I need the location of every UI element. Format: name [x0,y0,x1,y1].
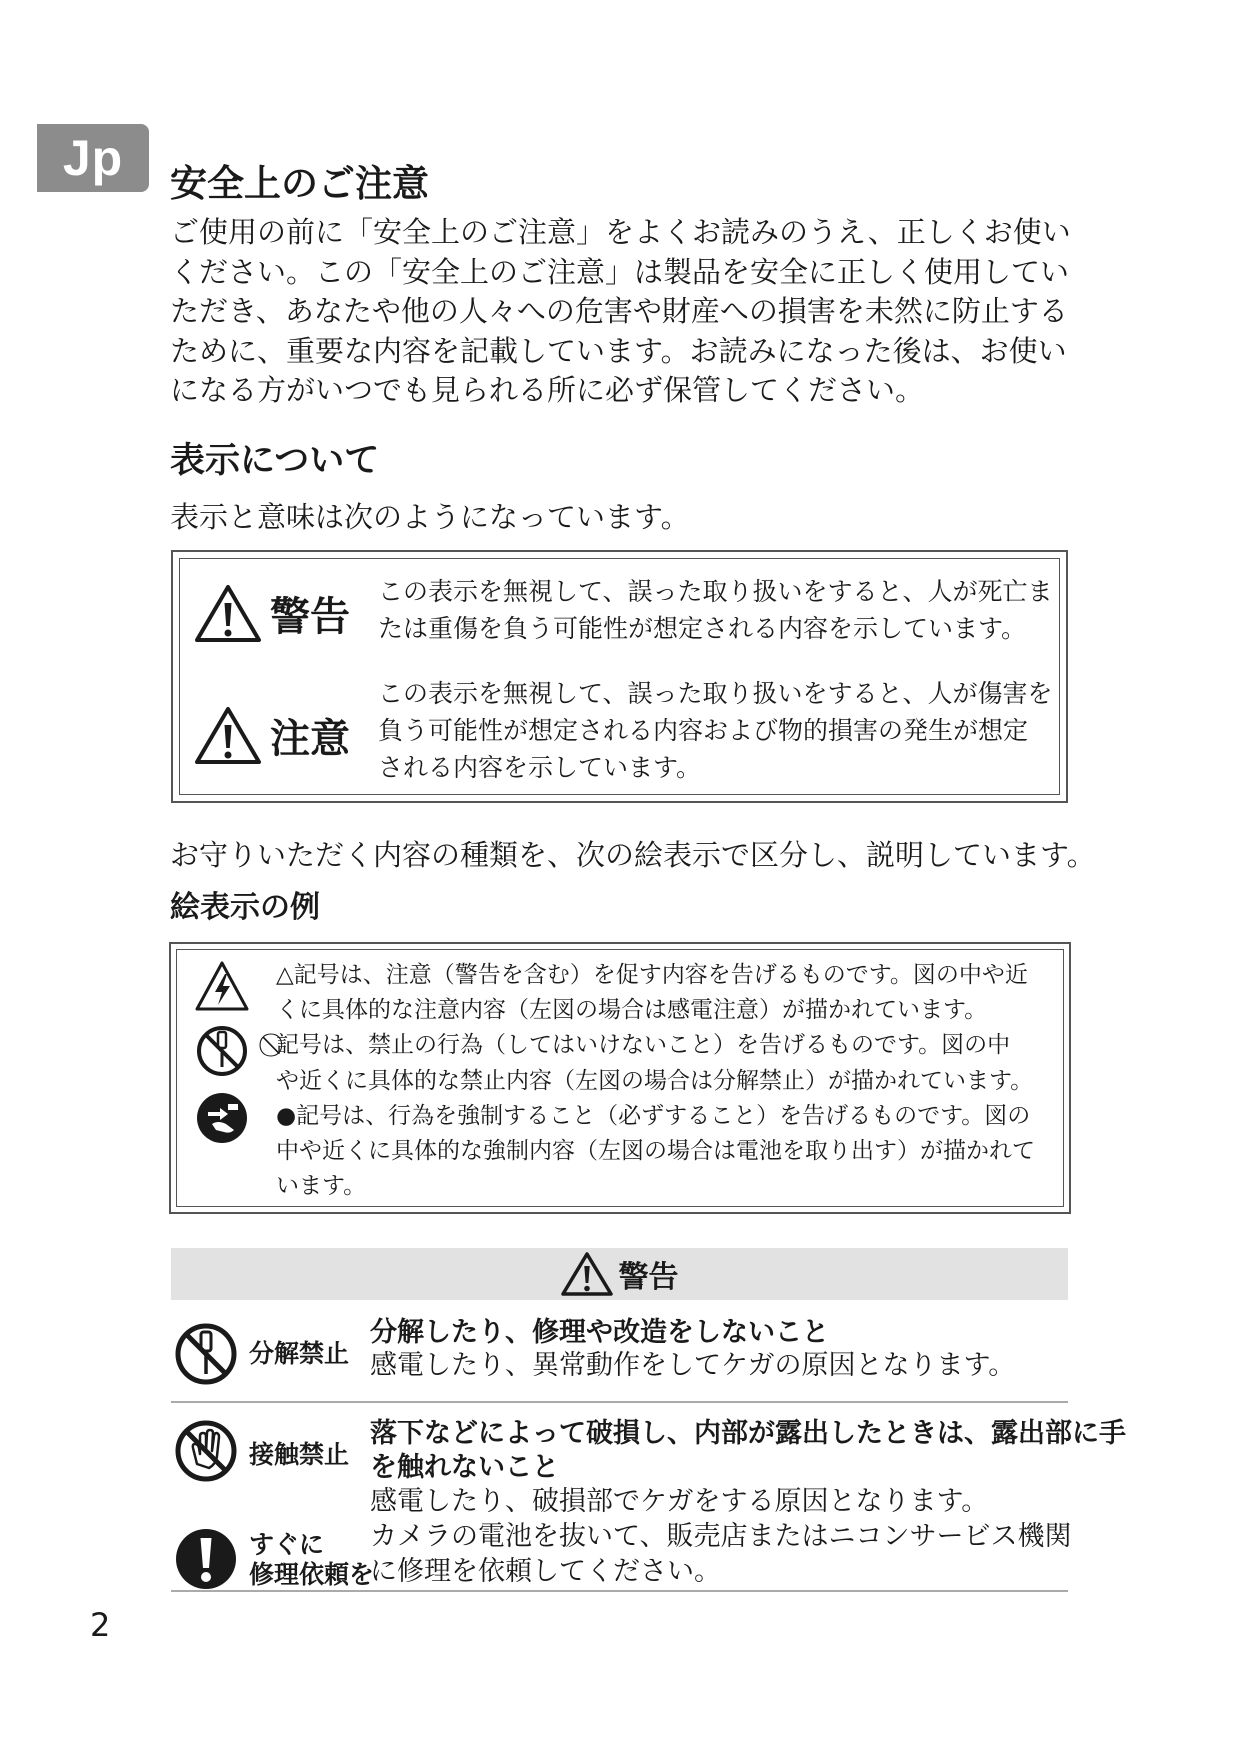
page-title: 安全上のご注意 [170,162,429,205]
body-line: 感電したり、異常動作をしてケガの原因となります。 [370,1350,1016,1381]
item-body [370,1520,1071,1589]
no-disassembly-icon [173,1321,239,1387]
warning-section-header [171,1248,1068,1300]
pictogram-example-box-inner [176,949,1064,1207]
signal-description [378,675,1053,786]
pictogram-explanation [276,958,1035,1204]
page-number: 2 [90,1606,111,1644]
explanation-line: △記号は、注意（警告を含む）を促す内容を告げるものです。図の中や近 [276,962,1028,988]
electric-shock-caution-icon [194,959,250,1015]
signal-description [378,573,1053,647]
signal-word-caution: 注意 [270,715,350,762]
label-line: 分解禁止 [249,1339,350,1368]
warning-section-title: 警告 [618,1260,679,1295]
title-line: 落下などによって破損し、内部が露出したときは、露出部に手 [370,1418,1126,1449]
item-title [370,1316,829,1350]
description-line: この表示を無視して、誤った取り扱いをすると、人が死亡ま [378,577,1053,606]
no-disassembly-icon [194,1023,250,1079]
warning-triangle-icon [194,583,262,643]
no-touch-icon [173,1418,239,1484]
body-line: に修理を依頼してください。 [370,1555,721,1587]
intro-line: ただき、あなたや他の人々への危害や財産への損害を未然に防止する [170,294,1068,328]
title-line: 分解したり、修理や改造をしないこと [370,1317,829,1348]
intro-line: ために、重要な内容を記載しています。お読みになった後は、お使い [170,333,1067,368]
body-line: カメラの電池を抜いて、販売店またはニコンサービス機関 [370,1521,1072,1552]
item-label [249,1530,374,1590]
signal-word-warning: 警告 [270,593,350,640]
intro-paragraph [170,213,1090,411]
item-label [249,1440,349,1470]
signal-word-box [171,550,1068,803]
explanation-line: や近くに具体的な禁止内容（左図の場合は分解禁止）が描かれています。 [276,1067,1034,1094]
intro-line: ください。この「安全上のご注意」は製品を安全に正しく使用してい [170,254,1070,289]
signal-label [194,705,350,765]
body-line: 感電したり、破損部でケガをする原因となります。 [370,1486,989,1517]
intro-line: になる方がいつでも見られる所に必ず保管してください。 [170,373,925,407]
explanation-line: ⃠記号は、禁止の行為（してはいけないこと）を告げるものです。図の中 [276,1032,1011,1059]
explanation-line: ●記号は、行為を強制すること（必ずすること）を告げるものです。図の [276,1102,1031,1129]
intro-line: ご使用の前に「安全上のご注意」をよくお読みのうえ、正しくお使い [170,215,1071,249]
item-divider [171,1401,1068,1403]
remove-battery-icon [194,1090,250,1146]
label-line: 修理依頼を [249,1560,375,1589]
pictogram-lead-text: お守りいただく内容の種類を、次の絵表示で区分し、説明しています。 [170,838,1096,872]
warning-triangle-icon [561,1251,613,1297]
title-line: を触れないこと [370,1452,559,1483]
explanation-line: 中や近くに具体的な強制内容（左図の場合は電池を取り出す）が描かれて [276,1138,1035,1165]
language-tab: Jp [37,124,149,192]
pictogram-example-box [169,942,1071,1214]
signal-word-box-inner [179,558,1060,795]
label-line: すぐに [249,1530,325,1559]
item-label [249,1339,349,1369]
pictogram-heading: 絵表示の例 [170,890,320,925]
signal-label [194,583,350,643]
description-line: 負う可能性が想定される内容および物的損害の発生が想定 [378,716,1029,745]
label-line: 接触禁止 [249,1440,350,1469]
section-subtitle: 表示と意味は次のようになっています。 [170,500,690,534]
item-body [370,1349,1015,1384]
caution-triangle-icon [194,705,262,765]
item-divider [171,1590,1068,1592]
description-line: される内容を示しています。 [378,753,702,782]
section-heading-display: 表示について [170,441,380,481]
description-line: たは重傷を負う可能性が想定される内容を示しています。 [378,614,1027,643]
explanation-line: います。 [276,1173,367,1200]
mandatory-action-icon [173,1526,239,1592]
item-title [370,1417,1126,1485]
explanation-line: くに具体的な注意内容（左図の場合は感電注意）が描かれています。 [276,997,988,1024]
item-body [370,1485,988,1520]
description-line: この表示を無視して、誤った取り扱いをすると、人が傷害を [378,679,1053,708]
